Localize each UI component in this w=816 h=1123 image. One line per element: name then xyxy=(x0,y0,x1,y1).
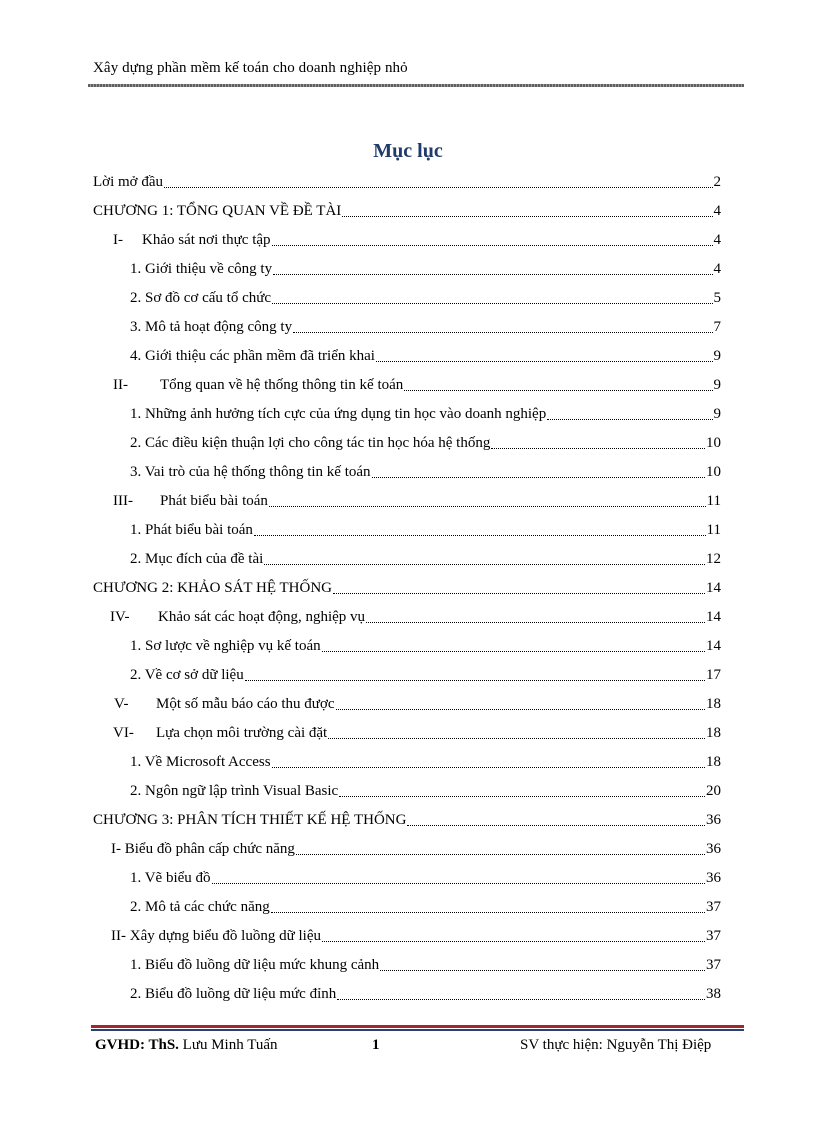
toc-entry-label: 1. Biểu đồ luồng dữ liệu mức khung cảnh xyxy=(130,957,380,973)
toc-entry-page: 5 xyxy=(713,290,721,306)
footer-advisor-name: Lưu Minh Tuấn xyxy=(182,1037,278,1053)
toc-entry-number: V- xyxy=(114,696,129,712)
toc-entry-subsection[interactable] xyxy=(130,894,721,916)
toc-entry-page: 37 xyxy=(706,957,721,973)
toc-leader-dots xyxy=(376,361,713,362)
toc-leader-dots xyxy=(264,564,705,565)
toc-leader-dots xyxy=(322,941,705,942)
footer-rule-blue xyxy=(91,1029,744,1031)
toc-entry-chapter[interactable] xyxy=(93,198,721,220)
toc-entry-chapter[interactable] xyxy=(93,575,721,597)
toc-entry-subsection[interactable] xyxy=(130,401,721,423)
toc-entry-page: 36 xyxy=(706,812,721,828)
toc-leader-dots xyxy=(372,477,705,478)
toc-entry-subsection[interactable] xyxy=(130,314,721,336)
toc-entry-label: CHƯƠNG 1: TỔNG QUAN VỀ ĐỀ TÀI xyxy=(93,203,342,219)
toc-entry-label: 1. Phát biểu bài toán xyxy=(130,522,253,538)
toc-entry-page: 18 xyxy=(706,725,721,741)
toc-entry-section[interactable] xyxy=(113,720,721,742)
toc-entry-label: 2. Biểu đồ luồng dữ liệu mức đỉnh xyxy=(130,986,337,1002)
toc-entry-section[interactable] xyxy=(110,604,721,626)
toc-entry-label: 1. Vẽ biểu đồ xyxy=(130,870,211,886)
toc-leader-dots xyxy=(342,216,712,217)
toc-entry-page: 18 xyxy=(706,754,721,770)
toc-entry-section[interactable] xyxy=(111,836,721,858)
toc-entry-subsection[interactable] xyxy=(130,546,721,568)
toc-entry-chapter[interactable] xyxy=(93,807,721,829)
page-number: 1 xyxy=(372,1037,380,1053)
toc-leader-dots xyxy=(254,535,706,536)
toc-entry-label: 4. Giới thiệu các phần mềm đã triển khai xyxy=(130,348,375,364)
toc-entry-label: 2. Mô tả các chức năng xyxy=(130,899,270,915)
footer-student: SV thực hiện: Nguyễn Thị Điệp xyxy=(520,1037,712,1053)
toc-entry-page: 20 xyxy=(706,783,721,799)
toc-entry-number: III- xyxy=(113,493,133,509)
toc-entry-label: 1. Về Microsoft Access xyxy=(130,754,271,770)
toc-entry-subsection[interactable] xyxy=(130,459,721,481)
toc-leader-dots xyxy=(272,303,712,304)
toc-entry-label: CHƯƠNG 3: PHÂN TÍCH THIẾT KẾ HỆ THỐNG xyxy=(93,812,407,828)
toc-leader-dots xyxy=(296,854,705,855)
toc-entry-page: 4 xyxy=(713,203,721,219)
toc-leader-dots xyxy=(339,796,705,797)
toc-entry-number: VI- xyxy=(113,725,134,741)
toc-entry-label: Lựa chọn môi trường cài đặt xyxy=(156,725,328,741)
toc-entry-label: 3. Vai trò của hệ thống thông tin kế toán xyxy=(130,464,371,480)
toc-entry-label: Một số mẫu báo cáo thu được xyxy=(156,696,335,712)
toc-entry-page: 11 xyxy=(706,493,721,509)
toc-entry-subsection[interactable] xyxy=(130,256,721,278)
header-rule xyxy=(88,84,744,87)
toc-entry-page: 37 xyxy=(706,899,721,915)
toc-entry-number: IV- xyxy=(110,609,130,625)
toc-entry-number: I- xyxy=(113,232,123,248)
toc-entry-section[interactable] xyxy=(113,488,721,510)
toc-entry-page: 18 xyxy=(706,696,721,712)
running-header: Xây dựng phần mềm kế toán cho doanh nghiệp nhỏ xyxy=(93,60,408,76)
toc-leader-dots xyxy=(336,709,705,710)
toc-entry-page: 36 xyxy=(706,841,721,857)
toc-entry-label: 2. Các điều kiện thuận lợi cho công tác tin học hóa hệ thống xyxy=(130,435,491,451)
toc-title: Mục lục xyxy=(373,140,443,162)
toc-leader-dots xyxy=(333,593,705,594)
toc-entry-label: Tổng quan về hệ thống thông tin kế toán xyxy=(160,377,404,393)
toc-entry-subsection[interactable] xyxy=(130,749,721,771)
toc-entry-label: 1. Những ảnh hưởng tích cực của ứng dụng tin học vào doanh nghiệp xyxy=(130,406,547,422)
toc-entry-subsection[interactable] xyxy=(130,662,721,684)
toc-leader-dots xyxy=(212,883,705,884)
toc-entry-label: Lời mở đầu xyxy=(93,174,164,190)
toc-entry-subsection[interactable] xyxy=(130,952,721,974)
toc-leader-dots xyxy=(380,970,705,971)
toc-entry-page: 37 xyxy=(706,928,721,944)
toc-entry-page: 10 xyxy=(706,464,721,480)
toc-leader-dots xyxy=(272,245,713,246)
toc-entry-subsection[interactable] xyxy=(130,343,721,365)
toc-entry-label: 1. Sơ lược về nghiệp vụ kế toán xyxy=(130,638,321,654)
toc-entry-number: II- xyxy=(113,377,128,393)
footer-rule-red xyxy=(91,1025,744,1028)
toc-entry-label: 2. Ngôn ngữ lập trình Visual Basic xyxy=(130,783,339,799)
toc-leader-dots xyxy=(273,274,712,275)
toc-leader-dots xyxy=(491,448,705,449)
toc-entry-section[interactable] xyxy=(114,691,721,713)
toc-leader-dots xyxy=(407,825,705,826)
footer-advisor xyxy=(95,1037,278,1054)
toc-entry-page: 9 xyxy=(713,406,721,422)
toc-entry-page: 36 xyxy=(706,870,721,886)
toc-leader-dots xyxy=(272,767,705,768)
toc-entry-page: 7 xyxy=(713,319,721,335)
toc-entry-label: 3. Mô tả hoạt động công ty xyxy=(130,319,293,335)
toc-leader-dots xyxy=(322,651,705,652)
toc-entry-page: 12 xyxy=(706,551,721,567)
toc-entry-page: 10 xyxy=(706,435,721,451)
toc-entry-page: 2 xyxy=(713,174,721,190)
toc-entry-section[interactable] xyxy=(111,923,721,945)
toc-entry-page: 4 xyxy=(713,232,721,248)
toc-entry-page: 17 xyxy=(706,667,721,683)
toc-entry-page: 14 xyxy=(706,609,721,625)
toc-entry-subsection[interactable] xyxy=(130,865,721,887)
toc-entry-subsection[interactable] xyxy=(130,517,721,539)
toc-leader-dots xyxy=(547,419,712,420)
toc-entry-subsection[interactable] xyxy=(130,430,721,452)
toc-entry-page: 9 xyxy=(713,348,721,364)
toc-entry-label: 1. Giới thiệu về công ty xyxy=(130,261,273,277)
toc-entry-label: 2. Sơ đồ cơ cấu tổ chức xyxy=(130,290,272,306)
toc-entry-page: 9 xyxy=(713,377,721,393)
footer-advisor-label: GVHD: ThS. xyxy=(95,1037,179,1053)
toc-entry-page: 14 xyxy=(706,638,721,654)
toc-entry-page: 11 xyxy=(706,522,721,538)
toc-entry-label: II- Xây dựng biểu đồ luồng dữ liệu xyxy=(111,928,321,944)
toc-leader-dots xyxy=(337,999,705,1000)
toc-entry-label: Khảo sát các hoạt động, nghiệp vụ xyxy=(158,609,366,625)
toc-entry-section[interactable] xyxy=(113,372,721,394)
toc-entry-label: I- Biểu đồ phân cấp chức năng xyxy=(111,841,295,857)
toc-leader-dots xyxy=(164,187,712,188)
toc-entry-section[interactable] xyxy=(113,227,721,249)
toc-leader-dots xyxy=(269,506,706,507)
toc-entry-subsection[interactable] xyxy=(130,778,721,800)
toc-entry-label: 2. Mục đích của đề tài xyxy=(130,551,264,567)
toc-entry-page: 38 xyxy=(706,986,721,1002)
toc-entry-label: Phát biểu bài toán xyxy=(160,493,268,509)
toc-entry-label: 2. Về cơ sở dữ liệu xyxy=(130,667,244,683)
toc-leader-dots xyxy=(366,622,705,623)
toc-entry-page: 4 xyxy=(713,261,721,277)
toc-leader-dots xyxy=(328,738,705,739)
toc-leader-dots xyxy=(404,390,712,391)
toc-entry[interactable] xyxy=(93,169,721,191)
toc-entry-subsection[interactable] xyxy=(130,633,721,655)
toc-entry-label: CHƯƠNG 2: KHẢO SÁT HỆ THỐNG xyxy=(93,580,333,596)
toc-entry-subsection[interactable] xyxy=(130,285,721,307)
toc-leader-dots xyxy=(245,680,705,681)
toc-entry-subsection[interactable] xyxy=(130,981,721,1003)
toc-entry-page: 14 xyxy=(706,580,721,596)
toc-leader-dots xyxy=(271,912,705,913)
toc-leader-dots xyxy=(293,332,712,333)
toc-entry-label: Khảo sát nơi thực tập xyxy=(142,232,271,248)
